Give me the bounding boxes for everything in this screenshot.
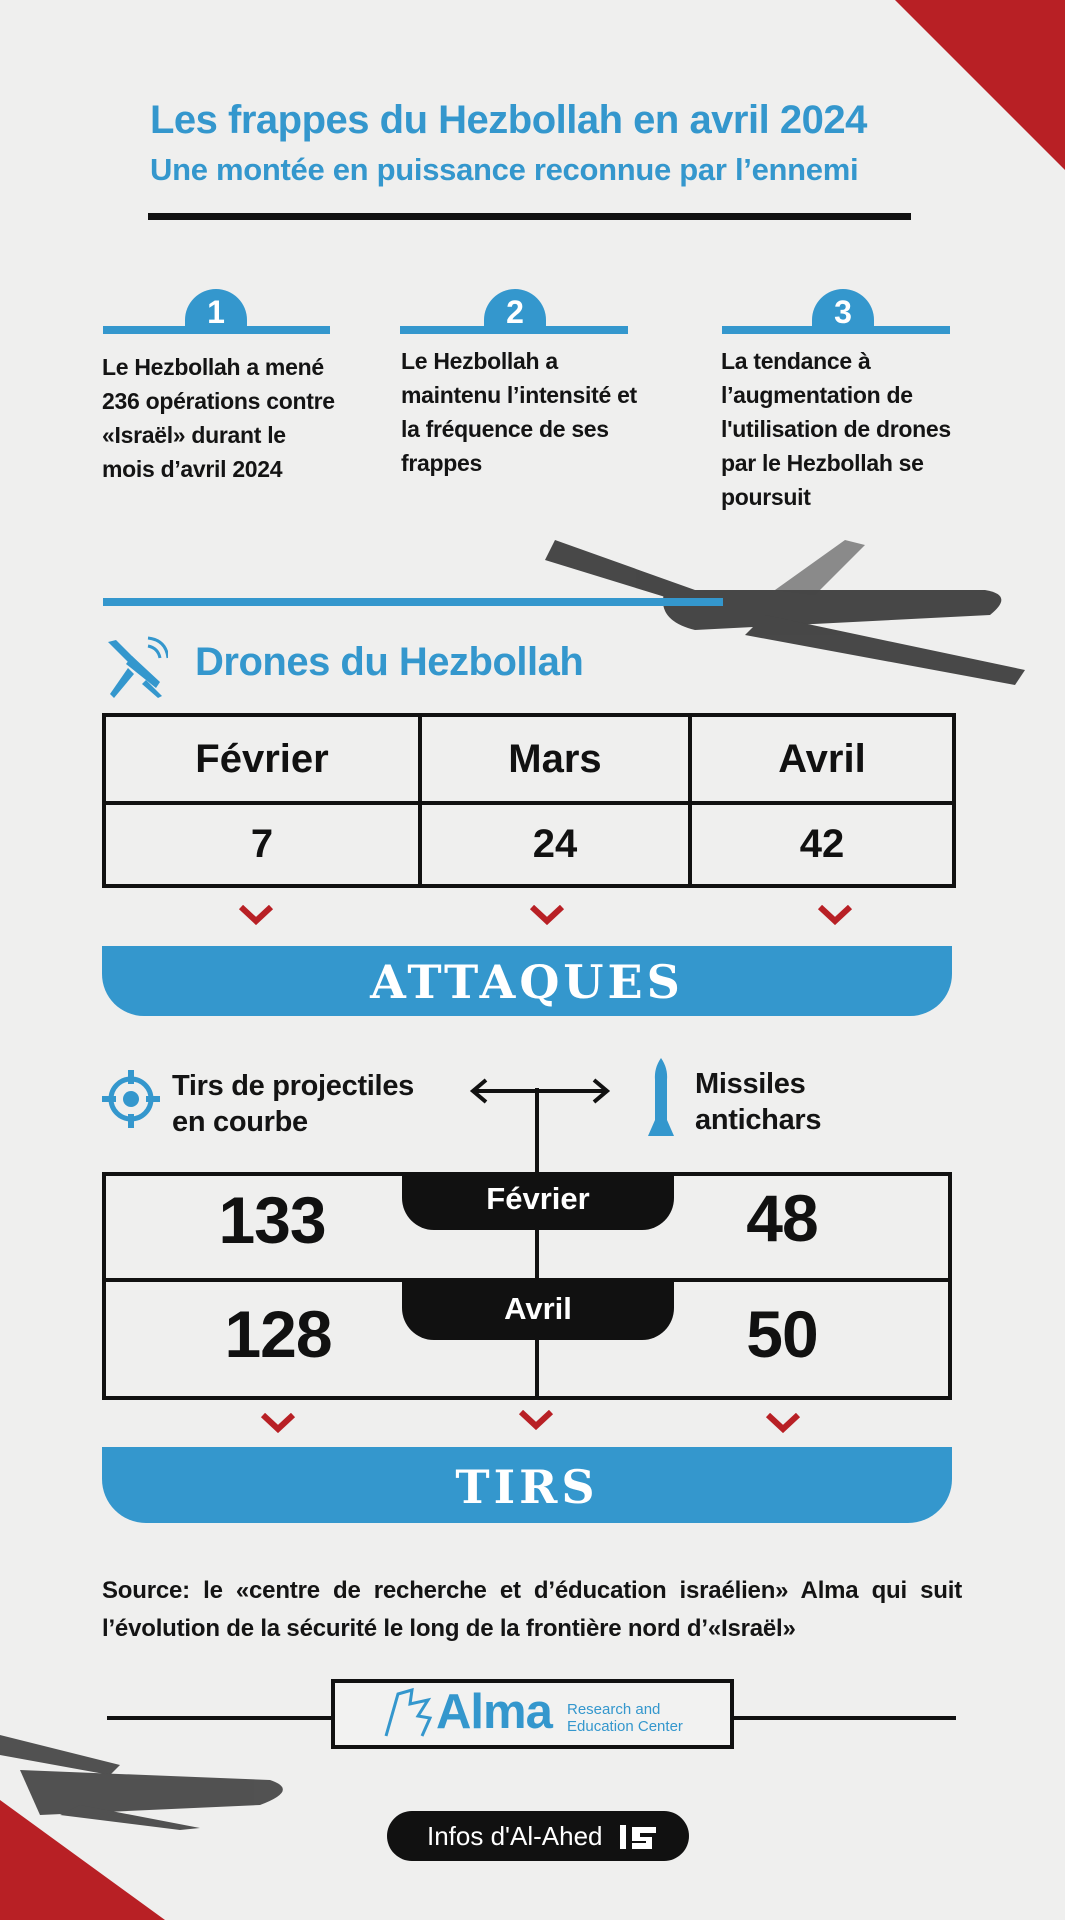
tirs-month-avril: Avril	[402, 1282, 674, 1340]
tirs-left-label: Tirs de projectiles en courbe	[172, 1070, 414, 1138]
al-ahed-logo-icon	[620, 1825, 658, 1849]
drones-month-mars: Mars	[420, 715, 690, 803]
tirs-month-fevrier: Février	[402, 1172, 674, 1230]
point-3-badge: 3	[812, 289, 874, 329]
tirs-banner: TIRS	[102, 1447, 952, 1523]
alma-logo-subtitle	[567, 1701, 683, 1735]
section-divider	[103, 598, 723, 606]
target-icon	[102, 1070, 160, 1128]
chevron-down-icon	[530, 905, 564, 925]
tirs-avril-projectiles: 128	[224, 1297, 332, 1371]
page-subtitle: Une montée en puissance reconnue par l’ennemi	[150, 152, 859, 187]
attaques-banner: ATTAQUES	[102, 946, 952, 1016]
drone-silhouette-bottom-icon	[0, 1720, 300, 1830]
chevron-down-icon	[818, 905, 852, 925]
point-2-badge: 2	[484, 289, 546, 329]
chevron-down-icon	[766, 1413, 800, 1433]
double-arrow-icon	[468, 1076, 612, 1106]
alma-logo-word: Alma	[436, 1685, 552, 1739]
logo-rule-right	[732, 1716, 956, 1720]
drones-value-fevrier: 7	[104, 803, 420, 886]
tirs-fevrier-missiles: 48	[746, 1181, 818, 1255]
drones-month-avril: Avril	[690, 715, 954, 803]
drone-icon	[102, 636, 168, 700]
chevron-down-icon	[519, 1410, 553, 1430]
drones-value-mars: 24	[420, 803, 690, 886]
drones-month-fevrier: Février	[104, 715, 420, 803]
alma-logo-sub-line1: Research and	[567, 1701, 661, 1718]
drones-section-title: Drones du Hezbollah	[195, 640, 584, 684]
header-divider	[148, 213, 911, 220]
drones-table	[102, 713, 956, 888]
footer-label: Infos d'Al-Ahed	[427, 1821, 603, 1851]
drone-silhouette-icon	[545, 520, 1045, 720]
tirs-fevrier-projectiles: 133	[218, 1183, 326, 1257]
tirs-right-label: Missiles antichars	[695, 1068, 822, 1136]
corner-decoration-top-right	[895, 0, 1065, 170]
footer-brand	[387, 1811, 689, 1861]
point-1-text: Le Hezbollah a mené 236 opérations contre «Israël» durant le mois d’avril 2024	[102, 354, 335, 482]
missile-icon	[646, 1058, 676, 1138]
chevron-down-icon	[261, 1413, 295, 1433]
point-1-badge: 1	[185, 289, 247, 329]
tirs-column-divider	[535, 1088, 539, 1400]
source-text: Source: le «centre de recherche et d’éducation israélien» Alma qui suit l’évolution de la sécurité le long de la frontière nord d’«Israël»	[102, 1577, 962, 1642]
alma-logo-sub-line2: Education Center	[567, 1718, 683, 1735]
point-2-text: Le Hezbollah a maintenu l’intensité et la fréquence de ses frappes	[401, 348, 637, 476]
logo-rule-left	[107, 1716, 333, 1720]
tirs-avril-missiles: 50	[746, 1297, 818, 1371]
chevron-down-icon	[239, 905, 273, 925]
point-3-text: La tendance à l’augmentation de l'utilisation de drones par le Hezbollah se poursuit	[721, 348, 951, 510]
drones-value-avril: 42	[690, 803, 954, 886]
page-title: Les frappes du Hezbollah en avril 2024	[150, 98, 867, 142]
alma-map-icon	[382, 1686, 436, 1740]
